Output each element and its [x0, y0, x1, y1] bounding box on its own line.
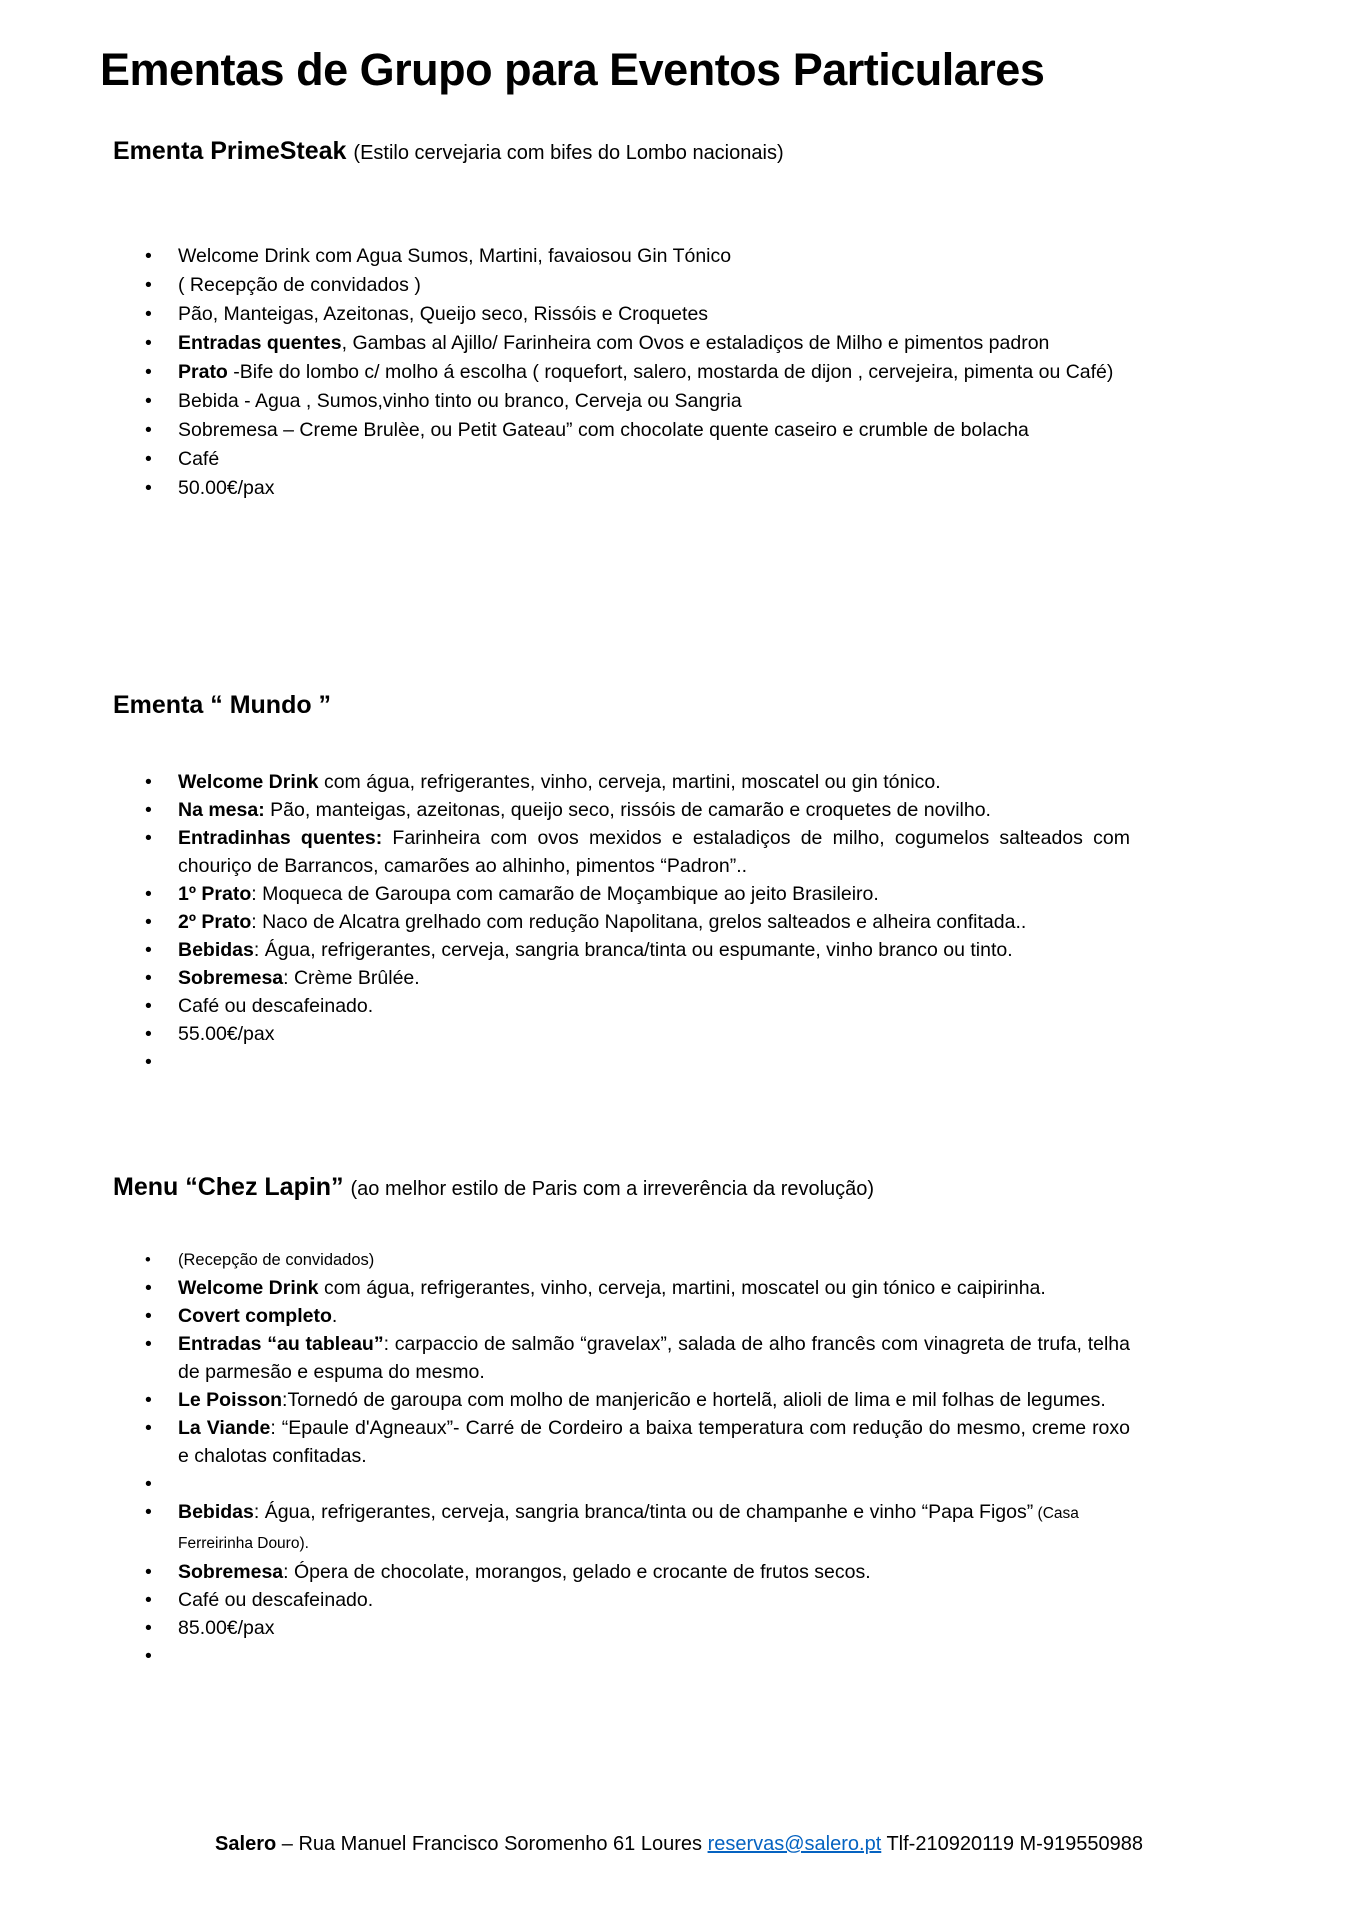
text-segment: : carpaccio de salmão “gravelax”, salada de alho francês com vinagreta de trufa, telha de parmesão e espuma do mesmo.: [178, 1333, 1130, 1383]
menu-item: [178, 1330, 1130, 1386]
section-heading-text: Menu “Chez Lapin”: [113, 1173, 344, 1201]
text-segment: Sobremesa: [178, 967, 284, 989]
text-segment: Entradas “au tableau”: [178, 1333, 384, 1355]
menu-item: [178, 1614, 1130, 1642]
section-chez-lapin: [113, 1172, 1130, 1670]
text-segment: 85.00€/pax: [178, 1617, 275, 1639]
menu-item: [178, 796, 1130, 824]
text-segment: Sobremesa: [178, 1561, 284, 1583]
menu-item: [178, 416, 1130, 445]
text-segment: (Casa Ferreirinha Douro).: [178, 1505, 1079, 1552]
text-segment: -Bife do lombo c/ molho á escolha ( roquefort, salero, mostarda de dijon , cervejeira, pimenta ou Café): [227, 361, 1114, 383]
text-segment: Le Poisson: [178, 1389, 283, 1411]
section-subtitle: (Estilo cervejaria com bifes do Lombo nacionais): [353, 142, 784, 164]
menu-item: [178, 387, 1130, 416]
text-segment: : Crème Brûlée.: [283, 967, 420, 989]
text-segment: Bebidas: [178, 1501, 254, 1523]
text-segment: : “Epaule d'Agneaux”- Carré de Cordeiro a baixa temperatura com redução do mesmo, creme roxo e chalotas confitadas.: [178, 1417, 1130, 1467]
text-segment: Entradinhas quentes:: [178, 827, 383, 849]
text-segment: Farinheira com ovos mexidos e estaladiços de milho, cogumelos salteados com chouriço de Barrancos, camarões ao alhinho, pimentos “Padron”..: [178, 827, 1130, 877]
text-segment: – Rua Manuel Francisco Soromenho 61 Loures: [276, 1833, 708, 1855]
section-heading: [113, 1172, 1130, 1204]
text-segment: :Tornedó de garoupa com molho de manjericão e hortelã, alioli de lima e mil folhas de legumes.: [282, 1389, 1106, 1411]
menu-item-list: [178, 1246, 1130, 1670]
text-segment: Café ou descafeinado.: [178, 1589, 374, 1611]
menu-item: [178, 271, 1130, 300]
menu-item: [178, 1048, 1130, 1076]
menu-item: [178, 936, 1130, 964]
text-segment: com água, refrigerantes, vinho, cerveja, martini, moscatel ou gin tónico.: [318, 771, 941, 793]
text-segment: ( Recepção de convidados ): [178, 274, 421, 296]
menu-item: [178, 1386, 1130, 1414]
text-segment: 55.00€/pax: [178, 1023, 275, 1045]
menu-item: [178, 964, 1130, 992]
text-segment: Café ou descafeinado.: [178, 995, 374, 1017]
text-segment: .: [331, 1305, 338, 1327]
menu-item: [178, 1470, 1130, 1498]
text-segment: (Recepção de convidados): [178, 1251, 375, 1269]
menu-item: [178, 1498, 1130, 1558]
text-segment: Welcome Drink: [178, 771, 319, 793]
text-segment: Pão, Manteigas, Azeitonas, Queijo seco, Rissóis e Croquetes: [178, 303, 709, 325]
menu-item: [178, 300, 1130, 329]
menu-item: [178, 1246, 1130, 1274]
text-segment: , Gambas al Ajillo/ Farinheira com Ovos e estaladiços de Milho e pimentos padron: [341, 332, 1050, 354]
text-segment: 2º Prato: [178, 911, 252, 933]
section-heading-text: Ementa PrimeSteak: [113, 137, 347, 165]
section-heading: [113, 690, 1130, 722]
email-link[interactable]: reservas@salero.pt: [707, 1833, 882, 1855]
menu-item: [178, 992, 1130, 1020]
text-segment: : Naco de Alcatra grelhado com redução Napolitana, grelos salteados e alheira confitada..: [251, 911, 1027, 933]
text-segment: Welcome Drink: [178, 1277, 319, 1299]
text-segment: : Moqueca de Garoupa com camarão de Moçambique ao jeito Brasileiro.: [251, 883, 879, 905]
menu-item: [178, 329, 1130, 358]
section-heading: [113, 136, 1130, 168]
menu-item: [178, 824, 1130, 880]
menu-item: [178, 1302, 1130, 1330]
menu-item: [178, 768, 1130, 796]
text-segment: Entradas quentes: [178, 332, 342, 354]
text-segment: : Ópera de chocolate, morangos, gelado e crocante de frutos secos.: [283, 1561, 871, 1583]
text-segment: Salero: [215, 1833, 277, 1855]
footer-contact-line: [0, 1833, 1358, 1856]
text-segment: : Água, refrigerantes, cerveja, sangria branca/tinta ou espumante, vinho branco ou tinto.: [253, 939, 1013, 961]
menu-item: [178, 358, 1130, 387]
menu-item: [178, 1586, 1130, 1614]
text-segment: Café: [178, 448, 220, 470]
menu-item: [178, 474, 1130, 503]
menu-item: [178, 880, 1130, 908]
text-segment: : Água, refrigerantes, cerveja, sangria branca/tinta ou de champanhe e vinho “Papa Figos”: [253, 1501, 1034, 1523]
text-segment: Welcome Drink com Agua Sumos, Martini, favaiosou Gin Tónico: [178, 245, 732, 267]
text-segment: Bebidas: [178, 939, 254, 961]
section-heading-text: Ementa “ Mundo ”: [113, 691, 332, 719]
text-segment: Covert completo: [178, 1305, 332, 1327]
section-primesteak: [113, 136, 1130, 503]
text-segment: 1º Prato: [178, 883, 252, 905]
text-segment: com água, refrigerantes, vinho, cerveja, martini, moscatel ou gin tónico e caipirinha.: [318, 1277, 1046, 1299]
menu-item: [178, 1642, 1130, 1670]
text-segment: Na mesa:: [178, 799, 265, 821]
page-title: Ementas de Grupo para Eventos Particulares: [100, 44, 1045, 95]
menu-item: [178, 1414, 1130, 1470]
text-segment: La Viande: [178, 1417, 271, 1439]
section-subtitle: (ao melhor estilo de Paris com a irreverência da revolução): [350, 1178, 875, 1200]
menu-item: [178, 1558, 1130, 1586]
text-segment: Bebida - Agua , Sumos,vinho tinto ou branco, Cerveja ou Sangria: [178, 390, 742, 412]
menu-item-list: [178, 242, 1130, 503]
text-segment: Pão, manteigas, azeitonas, queijo seco, rissóis de camarão e croquetes de novilho.: [264, 799, 991, 821]
menu-item: [178, 445, 1130, 474]
menu-item-list: [178, 768, 1130, 1076]
menu-item: [178, 242, 1130, 271]
menu-item: [178, 908, 1130, 936]
text-segment: 50.00€/pax: [178, 477, 275, 499]
text-segment: Tlf-210920119 M-919550988: [881, 1833, 1143, 1855]
section-mundo: [113, 690, 1130, 1076]
menu-item: [178, 1274, 1130, 1302]
text-segment: Prato: [178, 361, 228, 383]
text-segment: Sobremesa – Creme Brulèe, ou Petit Gateau” com chocolate quente caseiro e crumble de bolacha: [178, 419, 1029, 441]
menu-item: [178, 1020, 1130, 1048]
